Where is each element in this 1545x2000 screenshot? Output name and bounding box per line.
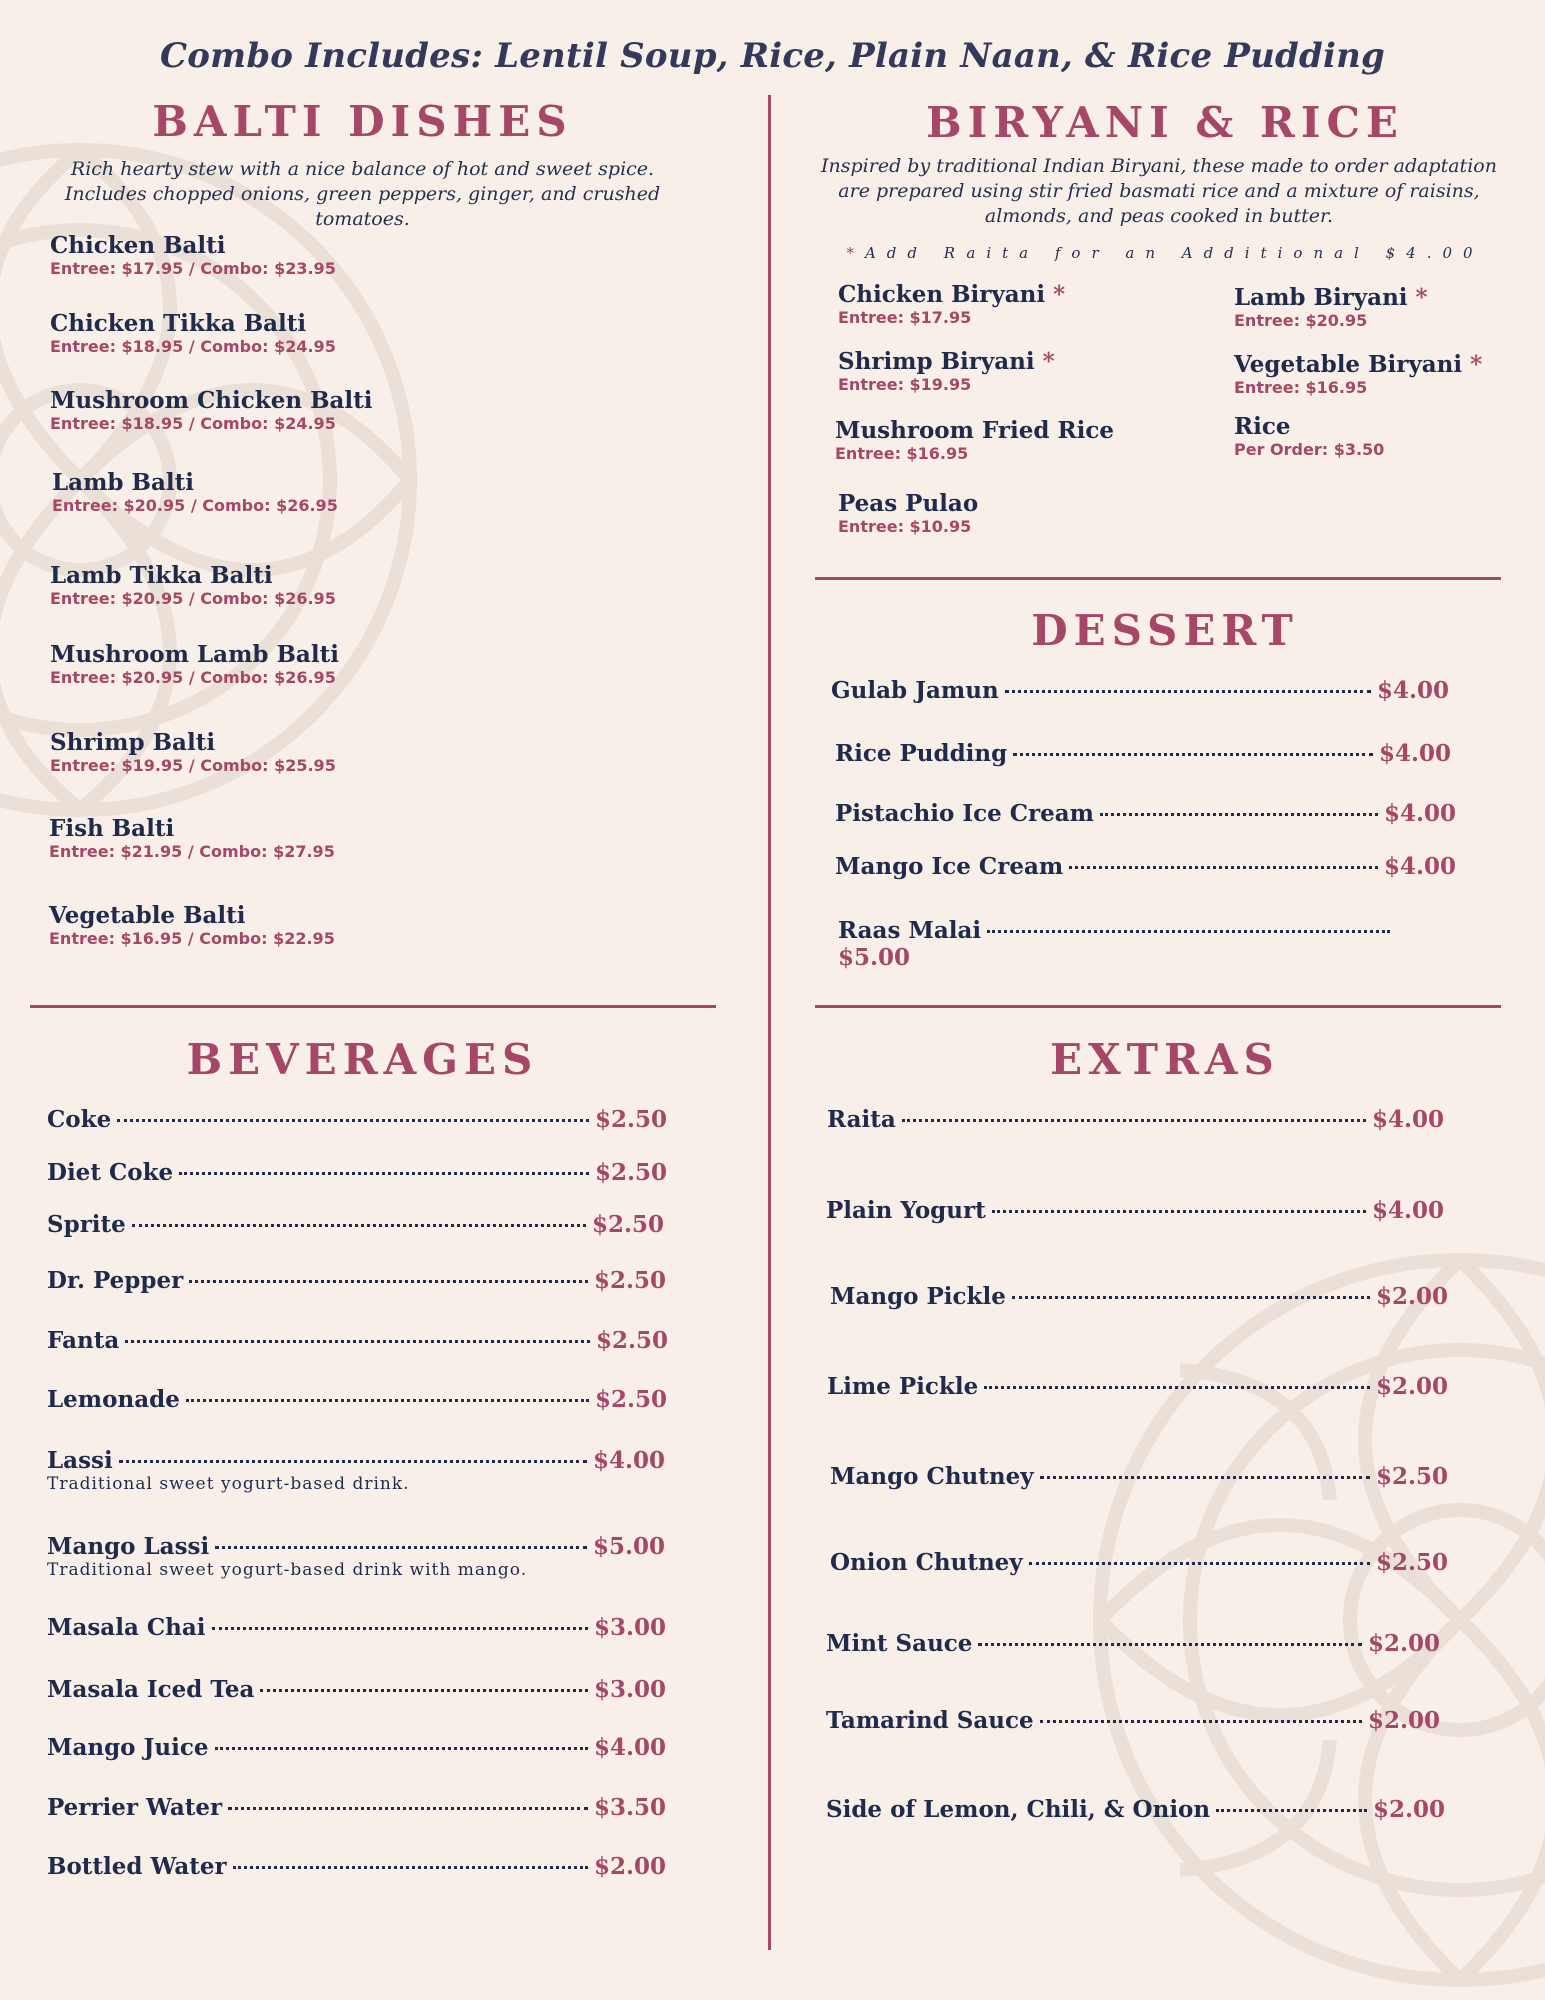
divider-left	[30, 1005, 716, 1008]
dot-leader	[117, 1119, 589, 1122]
item-price: $4.00	[1383, 853, 1456, 880]
item-name: Diet Coke	[47, 1159, 174, 1186]
list-item	[50, 729, 336, 775]
dot-leader	[978, 1643, 1362, 1646]
list-item	[47, 1734, 666, 1761]
dessert-title: DESSERT	[1031, 606, 1299, 655]
item-name: Lime Pickle	[827, 1373, 979, 1400]
dot-leader	[1005, 690, 1371, 693]
list-item	[50, 387, 373, 433]
item-price: $2.50	[591, 1211, 664, 1238]
dot-leader	[987, 930, 1390, 933]
item-name: Peas Pulao	[838, 490, 979, 517]
list-item	[830, 1463, 1448, 1490]
raita-asterisk: *	[846, 244, 865, 262]
item-name: Mint Sauce	[826, 1630, 973, 1657]
dot-leader	[119, 1460, 587, 1463]
item-price: $4.00	[1378, 740, 1451, 767]
balti-description: Rich hearty stew with a nice balance of hot and sweet spice. Includes chopped onions, green peppers, ginger, and crushed tomatoes.	[64, 158, 661, 230]
item-name: Mango Pickle	[830, 1283, 1006, 1310]
dot-leader	[125, 1340, 590, 1343]
item-price: $2.00	[1372, 1796, 1445, 1823]
list-item	[1234, 351, 1482, 397]
dot-leader	[186, 1399, 589, 1402]
dot-leader	[1012, 1296, 1370, 1299]
item-price: Entree: $20.95	[1234, 311, 1368, 330]
asterisk: *	[1042, 348, 1055, 375]
list-item	[49, 815, 335, 861]
list-item	[835, 417, 1114, 463]
list-item	[826, 1197, 1444, 1224]
list-item	[50, 232, 336, 278]
item-price: $4.00	[1376, 677, 1449, 704]
item-name: Shrimp Biryani	[838, 348, 1035, 375]
item-price: $2.50	[593, 1267, 666, 1294]
list-item	[1234, 284, 1428, 330]
dot-leader	[233, 1866, 588, 1869]
list-item	[47, 1106, 667, 1133]
item-name: Plain Yogurt	[826, 1197, 986, 1224]
list-item	[50, 310, 336, 356]
dot-leader	[902, 1119, 1366, 1122]
dot-leader	[189, 1280, 588, 1283]
item-price: Entree: $19.95	[838, 375, 972, 394]
list-item	[827, 1106, 1444, 1133]
list-item	[835, 800, 1456, 827]
list-item	[838, 281, 1065, 327]
list-item	[838, 348, 1055, 394]
item-price: Entree: $19.95 / Combo: $25.95	[50, 756, 336, 775]
item-name: Bottled Water	[47, 1853, 227, 1880]
item-name: Fish Balti	[49, 815, 175, 842]
item-name: Mango Ice Cream	[835, 853, 1064, 880]
list-item	[47, 1267, 666, 1294]
item-description: Traditional sweet yogurt-based drink.	[47, 1474, 410, 1494]
list-item	[831, 677, 1449, 704]
item-price: $5.00	[592, 1533, 665, 1560]
item-price: $2.50	[595, 1327, 668, 1354]
dot-leader	[1216, 1809, 1367, 1812]
extras-title: EXTRAS	[1050, 1035, 1280, 1084]
item-price: $4.00	[1383, 800, 1456, 827]
item-price: $2.50	[594, 1159, 667, 1186]
item-name: Mushroom Lamb Balti	[50, 641, 339, 668]
list-item	[50, 562, 336, 608]
item-price: $2.50	[1375, 1549, 1448, 1576]
list-item	[1234, 413, 1384, 459]
item-price: Entree: $18.95 / Combo: $24.95	[50, 337, 336, 356]
item-name: Side of Lemon, Chili, & Onion	[826, 1796, 1211, 1823]
item-price: $2.00	[1375, 1283, 1448, 1310]
list-item	[835, 740, 1451, 767]
list-item	[47, 1159, 667, 1186]
item-price: Entree: $18.95 / Combo: $24.95	[50, 414, 336, 433]
list-item	[838, 490, 978, 536]
list-item	[47, 1853, 666, 1880]
item-name: Sprite	[47, 1211, 126, 1238]
item-name: Onion Chutney	[830, 1549, 1023, 1576]
item-name: Chicken Biryani	[838, 281, 1046, 308]
item-price: $2.00	[1375, 1373, 1448, 1400]
list-item	[50, 641, 339, 687]
dot-leader	[179, 1172, 589, 1175]
item-description: Traditional sweet yogurt-based drink with mango.	[47, 1560, 528, 1580]
divider-right-top	[815, 577, 1501, 580]
item-price: $2.50	[1375, 1463, 1448, 1490]
item-price: $4.00	[1371, 1197, 1444, 1224]
asterisk: *	[1470, 351, 1483, 378]
item-price: Entree: $17.95 / Combo: $23.95	[50, 259, 336, 278]
item-name: Fanta	[47, 1327, 120, 1354]
item-name: Masala Chai	[47, 1614, 206, 1641]
biryani-description: Inspired by traditional Indian Biryani, these made to order adaptation are prepared using stir fried basmati rice and a mixture of raisins, almonds, and peas cooked in butter.	[821, 155, 1497, 227]
dot-leader	[228, 1807, 588, 1810]
list-item	[830, 1549, 1448, 1576]
dot-leader	[260, 1689, 588, 1692]
item-price: Entree: $16.95	[1234, 378, 1368, 397]
list-item	[47, 1386, 667, 1413]
dot-leader	[215, 1747, 588, 1750]
item-price: Per Order: $3.50	[1234, 440, 1385, 459]
item-name: Pistachio Ice Cream	[835, 800, 1095, 827]
list-item	[47, 1676, 666, 1703]
raita-note	[815, 244, 1515, 262]
item-price: Entree: $16.95	[835, 444, 969, 463]
item-price: $2.50	[594, 1106, 667, 1133]
item-price: Entree: $20.95 / Combo: $26.95	[50, 589, 336, 608]
item-name: Mushroom Fried Rice	[835, 417, 1114, 444]
item-name: Dr. Pepper	[47, 1267, 184, 1294]
item-name: Vegetable Balti	[49, 902, 246, 929]
dot-leader	[1100, 813, 1378, 816]
dot-leader	[984, 1386, 1370, 1389]
item-name: Chicken Balti	[50, 232, 226, 259]
item-name: Gulab Jamun	[831, 677, 999, 704]
item-name: Mango Juice	[47, 1734, 209, 1761]
item-name: Mango Lassi	[47, 1533, 210, 1560]
list-item	[835, 853, 1456, 880]
list-item	[838, 917, 1390, 971]
item-price: $4.00	[1371, 1106, 1444, 1133]
item-name: Lassi	[47, 1447, 113, 1474]
beverages-title: BEVERAGES	[186, 1035, 539, 1084]
item-price: $4.00	[593, 1734, 666, 1761]
item-price: Entree: $16.95 / Combo: $22.95	[49, 929, 335, 948]
dot-leader	[1013, 753, 1373, 756]
list-item	[830, 1283, 1448, 1310]
item-name: Perrier Water	[47, 1794, 223, 1821]
dot-leader	[215, 1546, 587, 1549]
item-name: Chicken Tikka Balti	[50, 310, 307, 337]
dot-leader	[132, 1224, 586, 1227]
item-name: Lamb Balti	[52, 469, 194, 496]
item-name: Shrimp Balti	[50, 729, 216, 756]
dot-leader	[1029, 1562, 1370, 1565]
list-item	[47, 1447, 665, 1494]
item-price: $3.00	[593, 1676, 666, 1703]
item-name: Lemonade	[47, 1386, 180, 1413]
list-item	[826, 1707, 1440, 1734]
list-item	[47, 1211, 664, 1238]
item-price: $4.00	[592, 1447, 665, 1474]
item-name: Rice Pudding	[835, 740, 1008, 767]
item-price: $3.50	[593, 1794, 666, 1821]
item-name: Mushroom Chicken Balti	[50, 387, 373, 414]
item-name: Raas Malai	[838, 917, 982, 944]
item-name: Tamarind Sauce	[826, 1707, 1034, 1734]
item-name: Lamb Biryani	[1234, 284, 1408, 311]
item-price: Entree: $17.95	[838, 308, 972, 327]
item-price: Entree: $10.95	[838, 517, 972, 536]
item-price: $3.00	[593, 1614, 666, 1641]
list-item	[49, 902, 335, 948]
asterisk: *	[1053, 281, 1066, 308]
item-price: $2.00	[1367, 1630, 1440, 1657]
vertical-divider	[768, 95, 771, 1950]
list-item	[826, 1796, 1445, 1823]
list-item	[826, 1630, 1440, 1657]
item-name: Rice	[1234, 413, 1291, 440]
asterisk: *	[1415, 284, 1428, 311]
item-name: Coke	[47, 1106, 112, 1133]
item-price: $2.00	[593, 1853, 666, 1880]
item-price: $5.00	[838, 944, 911, 971]
item-name: Masala Iced Tea	[47, 1676, 255, 1703]
dot-leader	[992, 1210, 1366, 1213]
item-price: $2.00	[1367, 1707, 1440, 1734]
item-price: $2.50	[594, 1386, 667, 1413]
list-item	[47, 1614, 666, 1641]
list-item	[52, 469, 338, 515]
item-name: Lamb Tikka Balti	[50, 562, 273, 589]
dot-leader	[212, 1627, 588, 1630]
list-item	[47, 1533, 665, 1580]
raita-note-text: Add Raita for an Additional $4.00	[864, 244, 1484, 262]
list-item	[827, 1373, 1448, 1400]
biryani-title: BIRYANI & RICE	[926, 98, 1404, 147]
dot-leader	[1040, 1476, 1370, 1479]
item-price: Entree: $20.95 / Combo: $26.95	[50, 668, 336, 687]
item-name: Mango Chutney	[830, 1463, 1034, 1490]
list-item	[47, 1794, 666, 1821]
item-name: Vegetable Biryani	[1234, 351, 1463, 378]
divider-right-bottom	[815, 1005, 1501, 1008]
list-item	[47, 1327, 668, 1354]
dot-leader	[1069, 866, 1378, 869]
balti-title: BALTI DISHES	[152, 97, 573, 146]
item-price: Entree: $21.95 / Combo: $27.95	[49, 842, 335, 861]
item-name: Raita	[827, 1106, 896, 1133]
combo-includes-title: Combo Includes: Lentil Soup, Rice, Plain Naan, & Rice Pudding	[160, 36, 1385, 76]
item-price: Entree: $20.95 / Combo: $26.95	[52, 496, 338, 515]
dot-leader	[1040, 1720, 1362, 1723]
